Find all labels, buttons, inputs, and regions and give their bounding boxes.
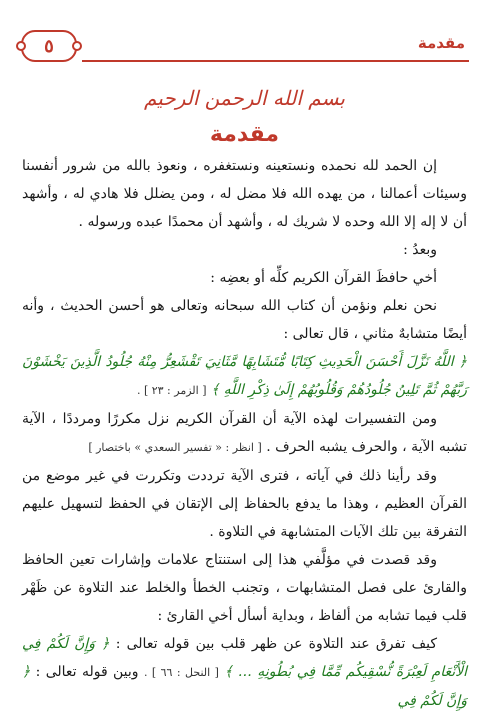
verse-reference: [ الزمر : ٢٣ ] .: [136, 384, 207, 397]
basmala: بسم الله الرحمن الرحيم: [143, 86, 345, 110]
paragraph-wabaad: وبعدُ :: [403, 242, 437, 258]
question-continuation: وبين قوله تعالى :: [35, 664, 139, 680]
quran-verse-partial: ﴿ وَإِنَّ لَكُمْ فِي: [22, 664, 467, 709]
tafsir-text: ومن التفسيرات لهذه الآية أن القرآن الكريم نزل مكررًا ومرددًا ، الآية تشبه الآية ، والحرف يشبه الحرف .: [22, 411, 467, 455]
paragraph-question: [22, 630, 467, 715]
question-text: كيف تفرق عند التلاوة عن ظهر قلب بين قوله تعالى :: [115, 636, 437, 652]
quran-verse-nahl: ﴿ وَإِنَّ لَكُمْ فِي الْأَنْعَامِ لَعِبْرَةً نُّسْقِيكُم مِّمَّا فِي بُطُونِهِ … ﴾: [22, 636, 468, 680]
page-header: [0, 0, 489, 70]
paragraph-repetition: وقد رأينا ذلك في آياته ، فترى الآية ترددت وتكررت في غير موضع من القرآن العظيم ، وهذا ما يدفع بالحفاظ إلى الإتقان في الحفظ لتسهيل عليهم التفرقة بين تلك الآيات المتشابهة في التلاوة .: [22, 468, 467, 540]
paragraph-tafsir: [22, 405, 467, 462]
page-title: مقدمة: [209, 122, 280, 147]
paragraph-purpose: وقد قصدت في مؤلَّفي هذا إلى استنتاج علامات وإشارات تعين الحافظ والقارئ على فصل المتشابهات ، وتجنب الخطأ والخلط عند التلاوة عن ظَهْر قلب فيما تشابه من ألفاظ ، وبداية أسأل أخي القارئ :: [22, 552, 467, 624]
page-number-badge: [21, 30, 77, 62]
paragraph-opening: إن الحمد لله نحمده ونستعينه ونستغفره ، ونعوذ بالله من شرور أنفسنا وسيئات أعمالنا ، من يهده الله فلا مضل له ، ومن يضلل فلا هادي له ، وأشهد أن لا إله إلا الله وحده لا شريك له ، وأشهد أن محمدًا عبده ورسوله .: [22, 158, 467, 230]
tafsir-reference: [ انظر : « تفسير السعدي » باختصار ]: [88, 441, 262, 454]
quran-verse-zumar: ﴿ اللَّهُ نَزَّلَ أَحْسَنَ الْحَدِيثِ كِتَابًا مُّتَشَابِهًا مَّثَانِيَ تَقْشَعِرُّ مِنْهُ جُلُودُ الَّذِينَ يَخْشَوْنَ رَبَّهُمْ ثُمَّ تَلِينُ جُلُودُهُمْ وَقُلُوبُهُمْ إِلَىٰ ذِكْرِ اللَّهِ ﴾: [22, 354, 467, 398]
header-divider: [82, 60, 469, 62]
paragraph-address: أخي حافظَ القرآن الكريم كلِّه أو بعضِه :: [210, 270, 437, 286]
page-number: ٥: [44, 35, 54, 57]
body-text: [22, 152, 467, 715]
running-section-title: مقدمة: [417, 34, 465, 52]
paragraph-belief: نحن نعلم ونؤمن أن كتاب الله سبحانه وتعالى هو أحسن الحديث ، وأنه أيضًا متشابهٌ مثاني ، قال تعالى :: [22, 298, 467, 342]
verse-paragraph: [22, 348, 467, 405]
nahl-reference: [ النحل : ٦٦ ] .: [143, 666, 219, 679]
